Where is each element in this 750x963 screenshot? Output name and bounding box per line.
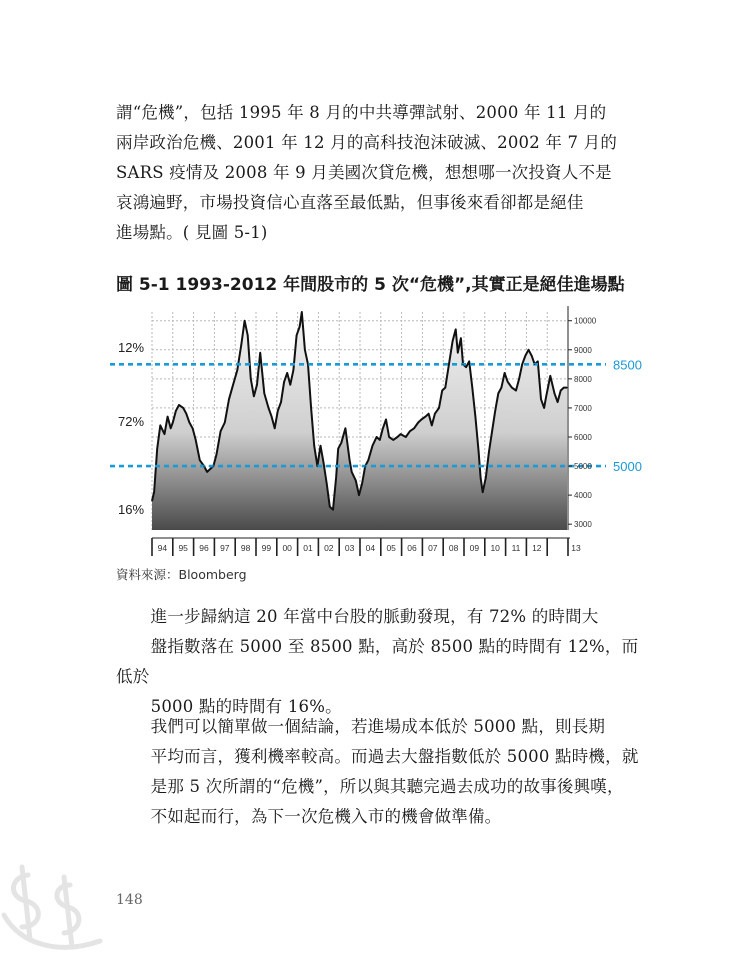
data-point	[550, 375, 551, 376]
data-point	[405, 436, 406, 437]
data-point	[528, 349, 529, 350]
y-tick-label: 9000	[574, 345, 592, 355]
data-point	[311, 407, 312, 408]
text-line: 我們可以簡單做一個結論，若進場成本低於 5000 點，則長期	[150, 717, 606, 736]
x-tick-label: 95	[178, 543, 188, 553]
text-line: 兩岸政治危機、2001 年 12 月的高科技泡沫破滅、2002 年 7 月的	[116, 133, 618, 152]
data-point	[475, 416, 476, 417]
data-point	[271, 416, 272, 417]
data-point	[449, 361, 450, 362]
data-point	[349, 460, 350, 461]
x-tick-label: 07	[428, 543, 438, 553]
x-tick-label: 06	[407, 543, 417, 553]
data-point	[247, 335, 248, 336]
data-point	[560, 390, 561, 391]
data-point	[531, 355, 532, 356]
data-point	[480, 477, 481, 478]
data-point	[170, 428, 171, 429]
data-point	[554, 393, 555, 394]
data-point	[466, 367, 467, 368]
y-tick-label: 6000	[574, 432, 592, 442]
data-point	[385, 419, 386, 420]
data-point	[379, 439, 380, 440]
figure-title: 圖 5-1 1993-2012 年間股市的 5 次“危機”,其實正是絕佳進場點	[116, 275, 625, 295]
data-point	[544, 407, 545, 408]
data-point	[442, 390, 443, 391]
data-point	[557, 402, 558, 403]
zone-percent-label: 12%	[118, 340, 145, 355]
dollar-ornament-icon	[0, 855, 110, 960]
data-point	[498, 393, 499, 394]
zone-percent-label: 16%	[118, 502, 145, 517]
data-point	[525, 355, 526, 356]
data-point	[460, 338, 461, 339]
data-point	[167, 416, 168, 417]
x-tick-label: 05	[386, 543, 396, 553]
data-point	[268, 407, 269, 408]
data-point	[203, 466, 204, 467]
y-tick-label: 8000	[574, 374, 592, 384]
data-point	[431, 425, 432, 426]
paragraph-intro	[116, 98, 646, 248]
data-point	[372, 445, 373, 446]
data-point	[323, 463, 324, 464]
data-point	[154, 492, 155, 493]
x-tick-label: 09	[469, 543, 480, 553]
data-point	[296, 335, 297, 336]
paragraph-conclusion	[116, 712, 646, 832]
text-line: 進一步歸納這 20 年當中台股的脈動發現，有 72% 的時間大	[150, 607, 599, 626]
data-point	[462, 364, 463, 365]
data-point	[192, 428, 193, 429]
data-point	[515, 390, 516, 391]
x-tick-label: 97	[220, 543, 230, 553]
x-tick-label: 04	[365, 543, 376, 553]
data-point	[389, 436, 390, 437]
data-point	[199, 460, 200, 461]
data-point	[488, 451, 489, 452]
figure-source: 資料來源：Bloomberg	[116, 567, 247, 582]
data-point	[175, 410, 176, 411]
data-point	[492, 431, 493, 432]
page-number: 148	[116, 892, 143, 908]
data-point	[189, 422, 190, 423]
data-point	[195, 439, 196, 440]
data-point	[336, 477, 337, 478]
data-point	[317, 466, 318, 467]
x-tick-label: 03	[344, 543, 355, 553]
data-point	[540, 399, 541, 400]
data-point	[482, 492, 483, 493]
data-point	[341, 442, 342, 443]
y-tick-label: 7000	[574, 403, 592, 413]
data-point	[409, 431, 410, 432]
text-line: SARS 疫情及 2008 年 9 月美國次貸危機，想想哪一次投資人不是	[116, 163, 612, 182]
paragraph-summary	[116, 602, 646, 722]
data-point	[425, 416, 426, 417]
data-point	[157, 448, 158, 449]
zone-percent-label: 72%	[118, 414, 145, 429]
data-point	[351, 471, 352, 472]
data-point	[290, 384, 291, 385]
data-point	[172, 422, 173, 423]
data-point	[355, 480, 356, 481]
data-point	[210, 468, 211, 469]
text-line: 不如起而行，為下一次危機入市的機會做準備。	[150, 807, 502, 826]
data-point	[563, 387, 564, 388]
data-point	[277, 410, 278, 411]
x-tick-label: 13	[571, 543, 581, 553]
y-tick-label: 10000	[574, 316, 597, 326]
data-point	[301, 311, 302, 312]
data-point	[250, 378, 251, 379]
data-point	[280, 402, 281, 403]
x-tick-label: 10	[490, 543, 500, 553]
data-point	[362, 483, 363, 484]
stock-index-chart	[110, 300, 642, 562]
data-point	[338, 448, 339, 449]
data-point	[519, 378, 520, 379]
data-point	[287, 372, 288, 373]
data-point	[472, 387, 473, 388]
data-point	[228, 399, 229, 400]
data-point	[307, 364, 308, 365]
data-point	[237, 370, 238, 371]
data-point	[345, 428, 346, 429]
data-point	[485, 477, 486, 478]
data-point	[414, 428, 415, 429]
data-point	[522, 364, 523, 365]
data-point	[244, 320, 245, 321]
data-point	[452, 341, 453, 342]
text-line: 哀鴻遍野，市場投資信心直落至最低點，但事後來看卻都是絕佳	[116, 193, 584, 212]
data-point	[546, 396, 547, 397]
data-point	[511, 387, 512, 388]
text-line: 是那 5 次所謂的“危機”，所以與其聽完過去成功的故事後興嘆，	[150, 777, 624, 796]
x-tick-label: 08	[448, 543, 459, 553]
data-point	[507, 381, 508, 382]
data-point	[434, 413, 435, 414]
text-line: 5000 點的時間有 16%。	[150, 697, 342, 716]
data-point	[368, 460, 369, 461]
data-point	[164, 434, 165, 435]
data-point	[455, 329, 456, 330]
y-tick-label: 3000	[574, 520, 592, 530]
data-point	[326, 483, 327, 484]
data-point	[358, 495, 359, 496]
data-point	[314, 445, 315, 446]
data-point	[183, 407, 184, 408]
data-point	[264, 393, 265, 394]
data-point	[393, 439, 394, 440]
text-line: 平均而言，獲利機率較高。而過去大盤指數低於 5000 點時機，就	[150, 747, 639, 766]
x-tick-label: 00	[282, 543, 292, 553]
data-point	[469, 361, 470, 362]
data-point	[332, 509, 333, 510]
data-point	[566, 387, 567, 388]
data-point	[329, 506, 330, 507]
data-point	[428, 413, 429, 414]
data-point	[274, 428, 275, 429]
data-point	[241, 343, 242, 344]
y-tick-label: 5000	[574, 462, 592, 472]
x-tick-label: 01	[303, 543, 313, 553]
data-point	[256, 384, 257, 385]
threshold-label: 5000	[613, 459, 642, 475]
threshold-label: 8500	[613, 357, 642, 373]
data-point	[186, 413, 187, 414]
data-point	[220, 431, 221, 432]
data-point	[421, 419, 422, 420]
data-point	[501, 387, 502, 388]
data-point	[400, 434, 401, 435]
data-point	[504, 372, 505, 373]
data-point	[304, 349, 305, 350]
data-point	[216, 454, 217, 455]
data-point	[178, 404, 179, 405]
x-tick-label: 96	[199, 543, 209, 553]
data-point	[445, 387, 446, 388]
data-point	[293, 370, 294, 371]
data-point	[457, 352, 458, 353]
text-line: 進場點。( 見圖 5-1)	[116, 223, 268, 242]
text-line: 盤指數落在 5000 至 8500 點，高於 8500 點的時間有 12%，而低於	[116, 637, 639, 686]
x-tick-label: 99	[261, 543, 272, 553]
data-point	[160, 425, 161, 426]
data-point	[418, 422, 419, 423]
data-point	[382, 428, 383, 429]
y-tick-label: 4000	[574, 491, 592, 501]
data-point	[320, 445, 321, 446]
data-point	[534, 364, 535, 365]
data-point	[224, 422, 225, 423]
data-point	[207, 471, 208, 472]
data-point	[478, 451, 479, 452]
data-point	[151, 500, 152, 501]
data-point	[495, 410, 496, 411]
data-point	[253, 396, 254, 397]
data-point	[260, 352, 261, 353]
x-tick-label: 94	[157, 543, 168, 553]
data-point	[537, 361, 538, 362]
data-point	[438, 407, 439, 408]
data-point	[376, 436, 377, 437]
data-point	[365, 466, 366, 467]
x-tick-label: 11	[511, 543, 521, 553]
data-point	[233, 384, 234, 385]
data-point	[299, 326, 300, 327]
data-point	[284, 381, 285, 382]
x-tick-label: 02	[324, 543, 334, 553]
data-point	[213, 466, 214, 467]
zone-labels	[118, 340, 144, 517]
text-line: 謂“危機”，包括 1995 年 8 月的中共導彈試射、2000 年 11 月的	[116, 103, 607, 122]
data-point	[397, 436, 398, 437]
x-tick-label: 98	[240, 543, 251, 553]
x-tick-label: 12	[532, 543, 542, 553]
